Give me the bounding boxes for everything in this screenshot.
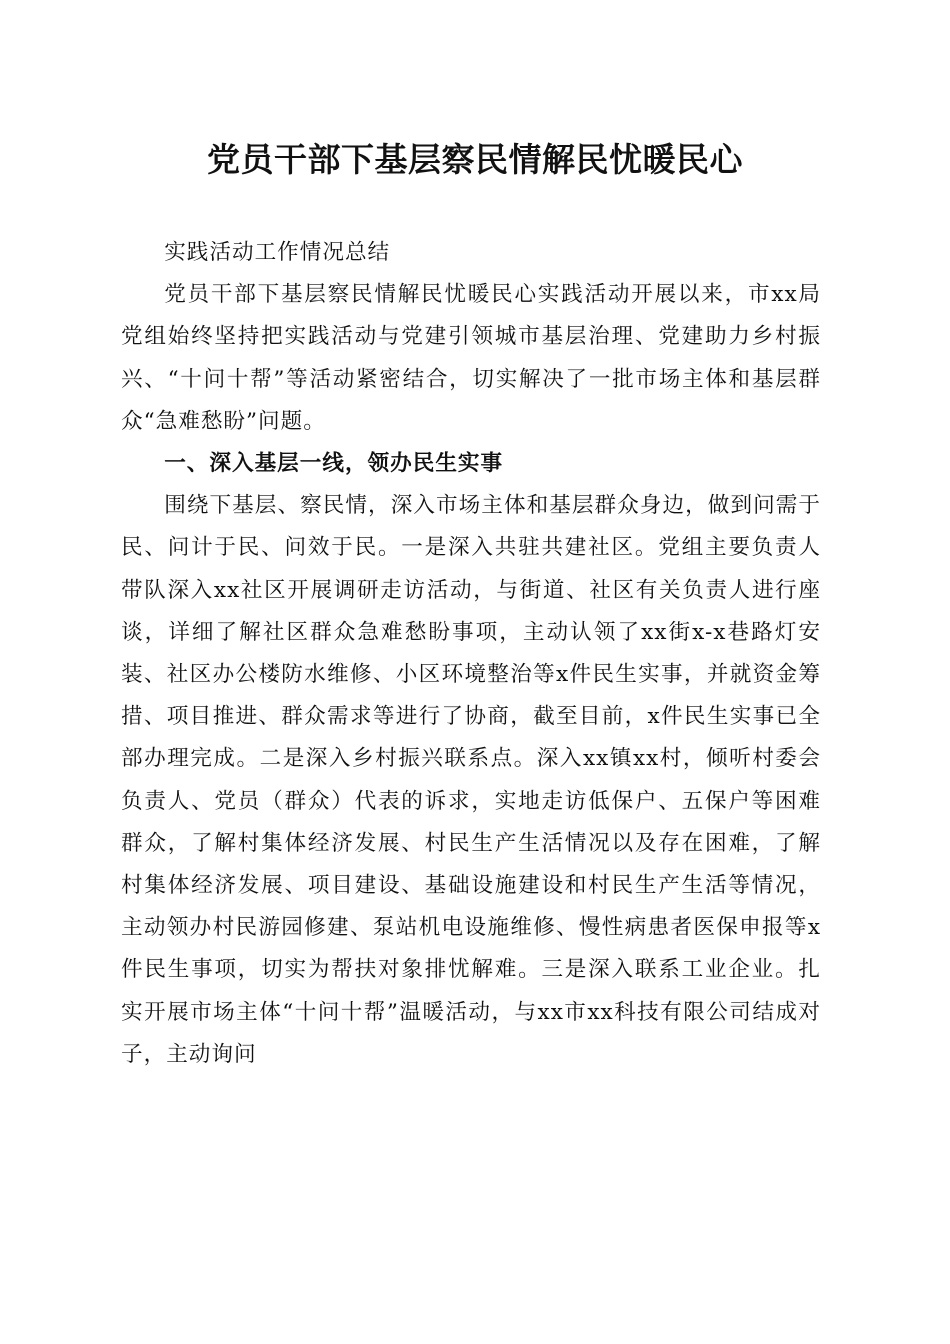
document-body [121,232,821,1076]
section-paragraph: 围绕下基层、察民情，深入市场主体和基层群众身边，做到问需于民、问计于民、问效于民。一是深入共驻共建社区。党组主要负责人带队深入xx社区开展调研走访活动，与街道、社区有关负责人进行座谈，详细了解社区群众急难愁盼事项，主动认领了xx街x-x巷路灯安装、社区办公楼防水维修、小区环境整治等x件民生实事，并就资金筹措、项目推进、群众需求等进行了协商，截至目前，x件民生实事已全部办理完成。二是深入乡村振兴联系点。深入xx镇xx村，倾听村委会负责人、党员（群众）代表的诉求，实地走访低保户、五保户等困难群众，了解村集体经济发展、村民生产生活情况以及存在困难，了解村集体经济发展、项目建设、基础设施建设和村民生产生活等情况，主动领办村民游园修建、泵站机电设施维修、慢性病患者医保申报等x件民生事项，切实为帮扶对象排忧解难。三是深入联系工业企业。扎实开展市场主体“十问十帮”温暖活动，与xx市xx科技有限公司结成对子，主动询问 [121,493,821,1067]
section-heading: 一、深入基层一线，领办民生实事 [164,451,504,477]
intro-paragraph: 党员干部下基层察民情解民忧暖民心实践活动开展以来，市xx局党组始终坚持把实践活动与党建引领城市基层治理、党建助力乡村振兴、“十问十帮”等活动紧密结合，切实解决了一批市场主体和基层群众“急难愁盼”问题。 [121,282,821,434]
document-title: 党员干部下基层察民情解民忧暖民心 [207,140,743,179]
document-subtitle: 实践活动工作情况总结 [164,240,391,265]
